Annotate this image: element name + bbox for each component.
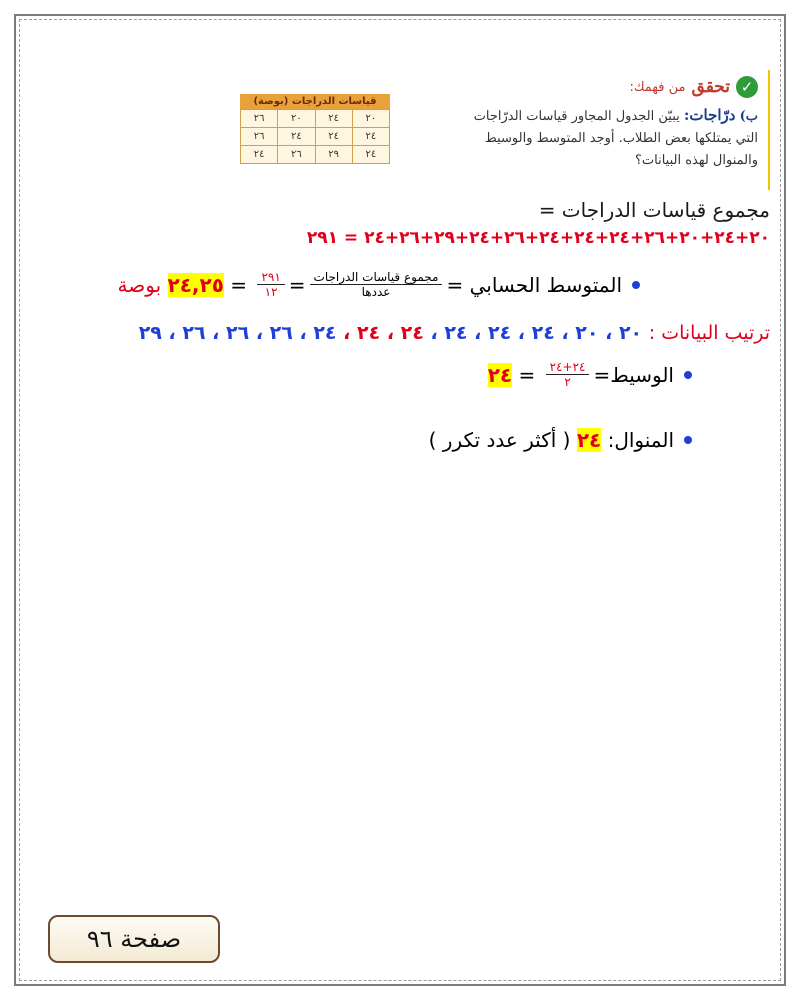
page-number-tag	[48, 915, 220, 963]
table-cell: ٢٤	[315, 128, 352, 146]
median-frac-denominator: ٢	[564, 375, 571, 389]
table-cell: ٢٦	[278, 146, 315, 164]
sum-label: مجموع قياسات الدراجات =	[538, 198, 770, 222]
mode-line	[429, 428, 692, 452]
mean-value: ٢٤,٢٥	[167, 272, 224, 297]
exercise-line-2: التي يمتلكها بعض الطلاب. أوجد المتوسط والوسيط	[484, 131, 758, 146]
mode-label: المنوال:	[607, 428, 674, 452]
mean-unit: بوصة	[117, 272, 162, 297]
bullet-icon	[632, 281, 640, 289]
check-title: تحقق	[691, 77, 730, 97]
mean-frac2-denominator: ١٢	[264, 285, 278, 299]
table-cell: ٢٤	[278, 128, 315, 146]
mean-label: المتوسط الحسابي =	[446, 272, 622, 297]
check-subtitle: من فهمك:	[629, 79, 686, 95]
order-part-3: ٢٤ ، ٢٦ ، ٢٦ ، ٢٦ ، ٢٩	[138, 322, 337, 344]
mean-fraction-words	[310, 270, 443, 299]
bike-sizes-table	[240, 94, 390, 164]
median-line: الوسيط= $\frac{٢٤+٢٤}{٢}$ = ٢٤	[488, 360, 692, 389]
mean-fraction-numbers	[257, 270, 284, 299]
table-row	[241, 128, 390, 146]
bullet-icon	[684, 371, 692, 379]
median-label: الوسيط=	[593, 362, 674, 387]
mean-frac-numerator: مجموع قياسات الدراجات	[310, 270, 443, 285]
table-cell: ٢٦	[241, 110, 278, 128]
order-part-1: ٢٠ ، ٢٠ ، ٢٤ ، ٢٤ ، ٢٤ ،	[430, 322, 643, 344]
table-row	[241, 110, 390, 128]
median-fraction	[546, 360, 590, 389]
table-cell: ٢٤	[352, 146, 389, 164]
exercise-line-1: يبيّن الجدول المجاور قياسات الدرّاجات	[473, 109, 680, 124]
mean-line: المتوسط الحسابي = $\frac{\text{مجموع قياسات الدراجات}}{\text{عددها}}$ = $\frac{٢٩١}{١٢}$ = ٢٤,٢٥ بوصة	[118, 270, 640, 299]
table-cell: ٢٤	[241, 146, 278, 164]
exercise-text	[423, 104, 758, 172]
item-keyword: درّاجات:	[683, 106, 736, 124]
table-cell: ٢٤	[352, 128, 389, 146]
bullet-icon	[684, 436, 692, 444]
mode-value: ٢٤	[576, 428, 602, 452]
table-cell: ٢٦	[241, 128, 278, 146]
table-row	[241, 146, 390, 164]
check-icon: ✓	[736, 76, 758, 98]
margin-line	[768, 70, 770, 190]
sum-expression-text: ٢٠+٢٤+٢٠+٢٦+٢٤+٢٤+٢٤+٢٦+٢٤+٢٩+٢٦+٢٤ = ٢٩١	[306, 228, 770, 248]
sum-expression	[307, 228, 770, 248]
exercise-line-3: والمنوال لهذه البيانات؟	[634, 153, 758, 168]
order-part-2: ٢٤ ، ٢٤ ،	[343, 322, 424, 344]
ordered-data-line	[139, 322, 770, 344]
mode-note: ( أكثر عدد تكرر )	[428, 428, 571, 452]
median-frac-numerator: ٢٤+٢٤	[546, 360, 590, 375]
table-cell: ٢٠	[278, 110, 315, 128]
order-label: ترتيب البيانات :	[648, 322, 770, 344]
mean-frac2-numerator: ٢٩١	[257, 270, 284, 285]
check-understanding-heading	[629, 76, 758, 98]
table-caption: قياسات الدراجات (بوصة)	[240, 94, 390, 109]
table-cell: ٢٠	[352, 110, 389, 128]
median-value: ٢٤	[487, 362, 513, 387]
page-label: صفحة ٩٦	[86, 925, 182, 953]
textbook-excerpt	[230, 70, 770, 195]
table-cell: ٢٩	[315, 146, 352, 164]
mean-frac-denominator: عددها	[361, 285, 391, 299]
item-label: ب)	[739, 109, 758, 124]
table-cell: ٢٤	[315, 110, 352, 128]
